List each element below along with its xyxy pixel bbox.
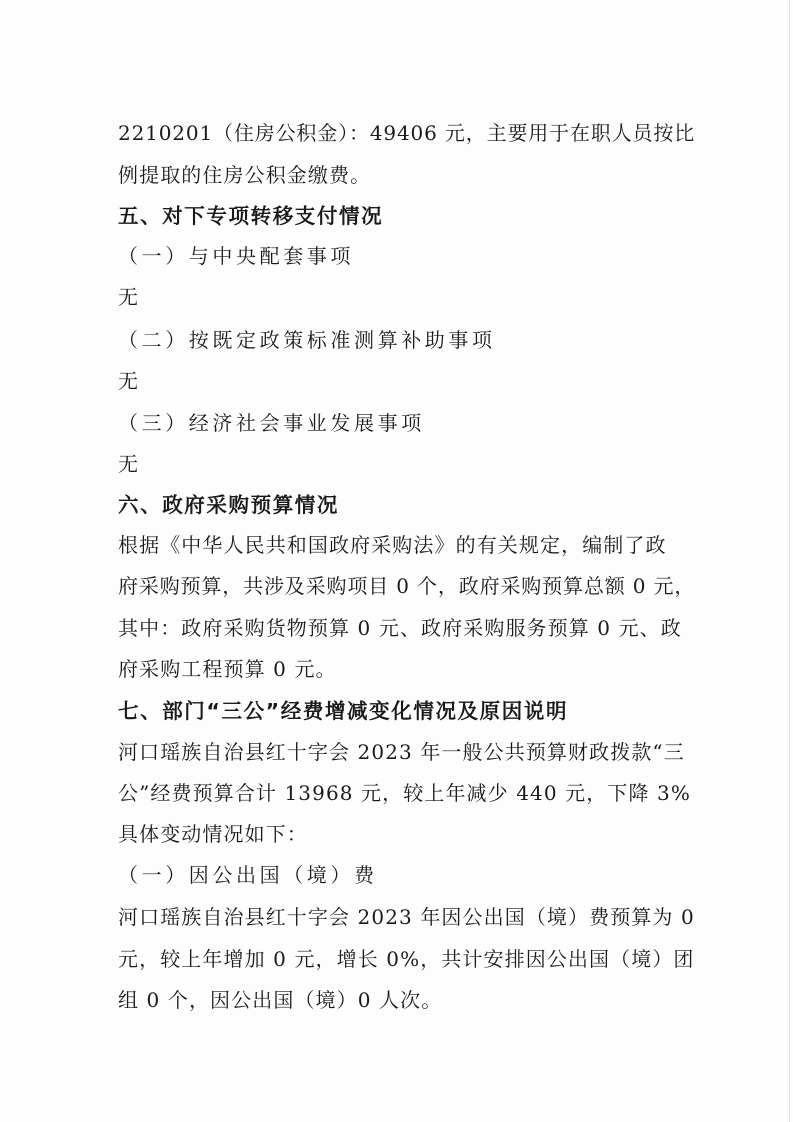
- text-line: 府采购工程预算 0 元。: [118, 657, 337, 681]
- text-line: 河口瑶族自治县红十字会 2023 年一般公共预算财政拨款“三: [118, 740, 685, 764]
- text-line: 无: [118, 452, 138, 476]
- section-heading: 五、对下专项转移支付情况: [118, 204, 384, 228]
- text-line: 无: [118, 285, 138, 309]
- page-edge-divider: [789, 0, 790, 1122]
- text-line: 例提取的住房公积金缴费。: [118, 163, 372, 187]
- subsection-heading: （一）与中央配套事项: [118, 244, 354, 268]
- subsection-heading: （二）按既定政策标准测算补助事项: [118, 328, 496, 352]
- text-line: 公”经费预算合计 13968 元，较上年减少 440 元，下降 3%: [118, 781, 691, 805]
- text-line: 根据《中华人民共和国政府采购法》的有关规定，编制了政: [118, 533, 667, 557]
- section-heading: 六、政府采购预算情况: [118, 493, 339, 517]
- subsection-heading: （三）经济社会事业发展事项: [118, 411, 425, 435]
- text-line: 元，较上年增加 0 元，增长 0%，共计安排因公出国（境）团: [118, 947, 695, 971]
- text-line: 无: [118, 369, 138, 393]
- text-line: 河口瑶族自治县红十字会 2023 年因公出国（境）费预算为 0: [118, 905, 695, 929]
- subsection-heading: （一）因公出国（境）费: [118, 863, 378, 887]
- text-line: 组 0 个，因公出国（境）0 人次。: [118, 988, 443, 1012]
- text-line: 府采购预算，共涉及采购项目 0 个，政府采购预算总额 0 元，: [118, 574, 696, 598]
- text-line: 其中：政府采购货物预算 0 元、政府采购服务预算 0 元、政: [118, 616, 682, 640]
- section-heading: 七、部门“三公”经费增减变化情况及原因说明: [118, 699, 569, 723]
- text-line: 2210201（住房公积金）：49406 元，主要用于在职人员按比: [118, 121, 696, 145]
- text-line: 具体变动情况如下：: [118, 822, 308, 846]
